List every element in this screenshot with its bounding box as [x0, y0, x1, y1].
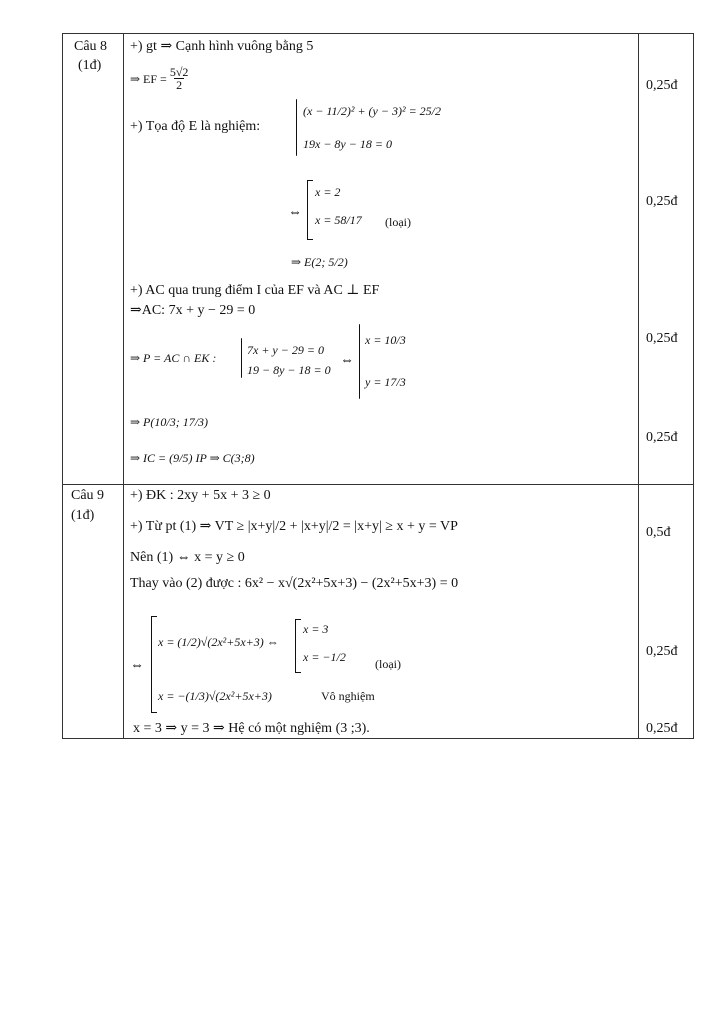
- score: 0,25đ: [646, 331, 678, 346]
- question-label: Câu 9: [71, 488, 105, 503]
- solution-line: +) gt ⇒ Cạnh hình vuông bằng 5: [130, 39, 314, 54]
- fraction-numerator: 5√2: [169, 65, 189, 79]
- system-brace: [296, 99, 297, 156]
- equivalence-symbol: ⇔: [340, 353, 354, 368]
- rejected-note: (loại): [375, 657, 401, 671]
- equation: 19 − 8y − 18 = 0: [247, 363, 331, 377]
- answer-table: [62, 33, 694, 739]
- equation: x = 58/17: [315, 213, 362, 227]
- solution-text: ⇒ EF =: [130, 71, 167, 86]
- equivalence-symbol: ⇔: [288, 205, 302, 220]
- score: 0,5đ: [646, 525, 671, 540]
- solution-line: ⇒ IC = (9/5) IP ⇒ C(3;8): [130, 451, 255, 465]
- equivalence-symbol: ⇔: [130, 658, 144, 673]
- equation: x = −(1/3)√(2x²+5x+3): [158, 689, 272, 703]
- fraction: [168, 66, 191, 91]
- case-bracket: [295, 619, 301, 673]
- fraction-denominator: 2: [176, 78, 183, 92]
- solution-line: +) ĐK : 2xy + 5x + 3 ≥ 0: [130, 488, 271, 503]
- equation: x = 3: [303, 622, 329, 636]
- solution-text: ⇒ P = AC ∩ EK :: [130, 351, 217, 365]
- column-divider: [123, 34, 124, 738]
- equation: x = 10/3: [365, 333, 406, 347]
- solution-line: ⇒ P(10/3; 17/3): [130, 415, 209, 429]
- equation: x = (1/2)√(2x²+5x+3) ⇔: [158, 635, 279, 649]
- row-divider: [63, 484, 693, 485]
- score: 0,25đ: [646, 721, 678, 736]
- equation: (x − 11/2)² + (y − 3)² = 25/2: [303, 104, 441, 118]
- equation: x = 2: [315, 185, 341, 199]
- solution-line: +) AC qua trung điểm I của EF và AC ⊥ EF: [130, 283, 380, 298]
- solution-line: [130, 66, 191, 91]
- solution-line: ⇒AC: 7x + y − 29 = 0: [130, 303, 256, 318]
- question-points: (1đ): [71, 508, 95, 523]
- question-points: (1đ): [78, 58, 102, 73]
- score: 0,25đ: [646, 194, 678, 209]
- case-bracket: [151, 616, 157, 713]
- equation: 7x + y − 29 = 0: [247, 343, 324, 357]
- solution-line: +) Tọa độ E là nghiệm:: [130, 119, 261, 134]
- score: 0,25đ: [646, 78, 678, 93]
- equation: y = 17/3: [365, 375, 406, 389]
- case-bracket: [307, 180, 313, 240]
- question-label: Câu 8: [74, 39, 108, 54]
- solution-line: Nên (1) ⇔ x = y ≥ 0: [130, 550, 245, 565]
- solution-line: +) Từ pt (1) ⇒ VT ≥ |x+y|/2 + |x+y|/2 = |x+y| ≥ x + y = VP: [130, 519, 458, 534]
- score: 0,25đ: [646, 430, 678, 445]
- solution-line: x = 3 ⇒ y = 3 ⇒ Hệ có một nghiệm (3 ;3).: [133, 721, 370, 736]
- rejected-note: (loại): [385, 215, 411, 229]
- equation: x = −1/2: [303, 650, 346, 664]
- system-brace: [241, 338, 242, 378]
- score: 0,25đ: [646, 644, 678, 659]
- system-brace: [359, 324, 360, 399]
- column-divider: [638, 34, 639, 738]
- solution-line: Thay vào (2) được : 6x² − x√(2x²+5x+3) − (2x²+5x+3) = 0: [130, 576, 459, 591]
- equation: 19x − 8y − 18 = 0: [303, 137, 392, 151]
- no-solution-note: Vô nghiệm: [321, 689, 375, 703]
- solution-line: ⇒ E(2; 5/2): [291, 255, 348, 269]
